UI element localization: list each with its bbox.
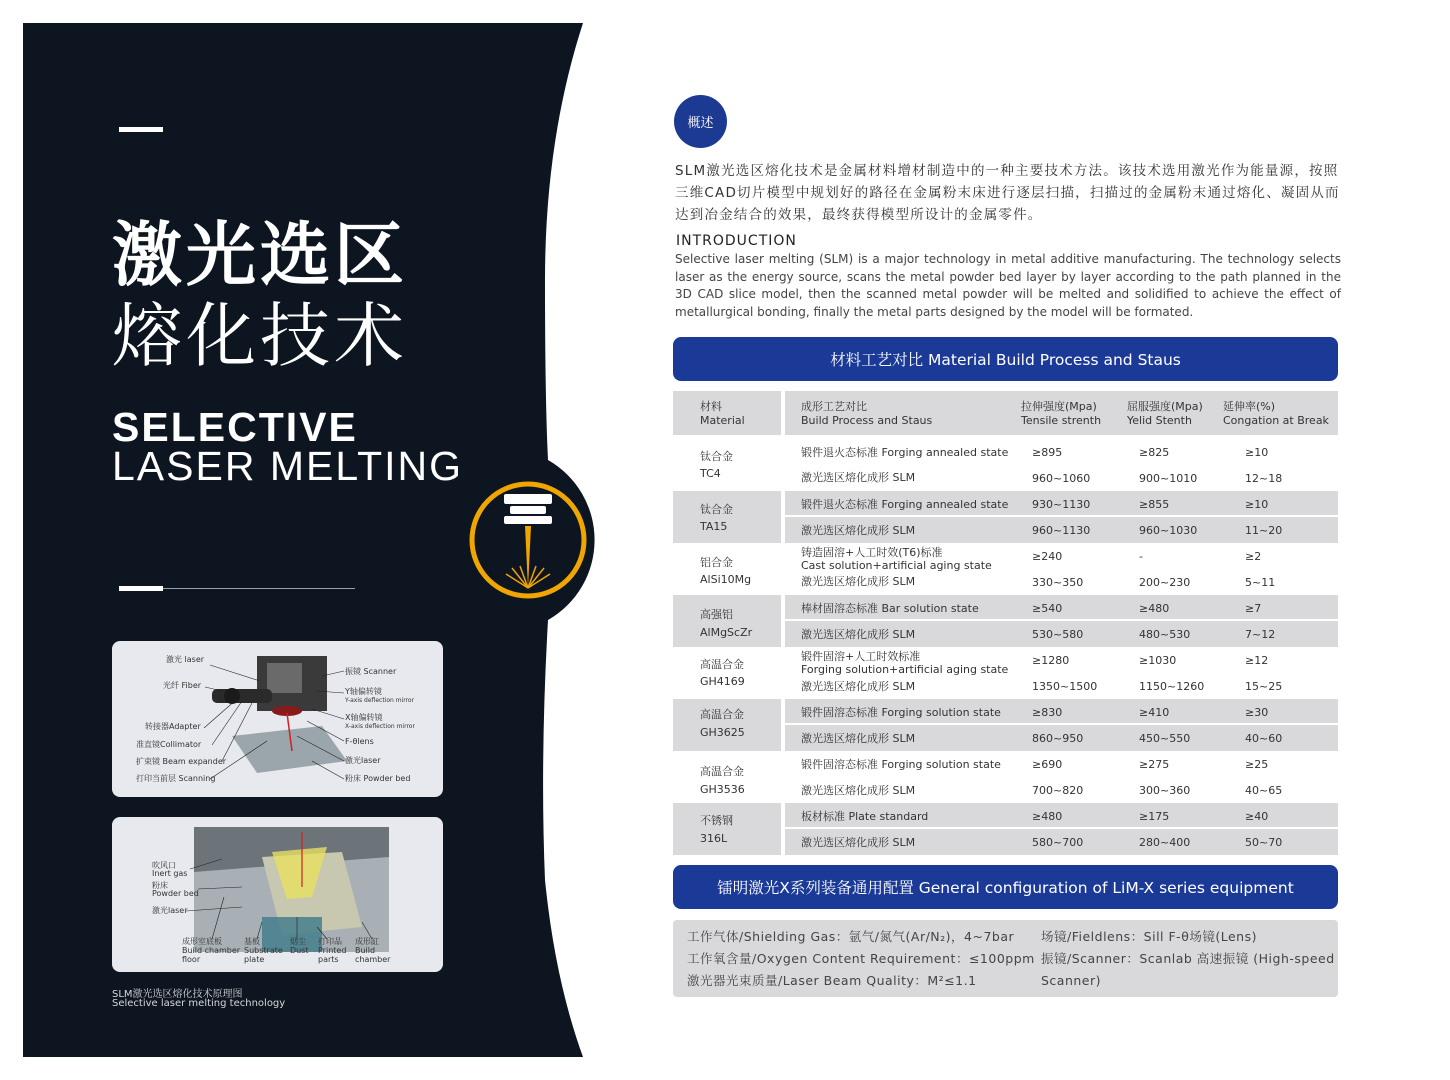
group-bg	[673, 699, 781, 751]
process-cell: 锻件固溶态标准 Forging solution state	[801, 706, 1001, 719]
label-printed: Printed	[318, 946, 347, 955]
tensile-cell: 330~350	[1032, 576, 1084, 589]
label-inert-gas: Inert gas	[152, 869, 188, 878]
label-dust: Dust	[290, 946, 309, 955]
label-substrate: Substrate	[244, 946, 283, 955]
yield-cell: 960~1030	[1139, 524, 1198, 537]
title-en-line2: LASER MELTING	[112, 443, 464, 489]
label-build-chamber-cn: 成形缸	[355, 937, 379, 946]
intro-en-text: Selective laser melting (SLM) is a major technology in metal additive manufacturing. The technology selects laser as the energy source, scans the metal powder bed layer by layer according to the path planned in the 3D CAD slice model, then the scanned metal powder will be melted and solidified to achieve the effect of metallurgical bonding, finally the metal parts designed by the model will be formated.	[675, 252, 1341, 319]
title-en-line1: SELECTIVE	[112, 404, 358, 450]
tensile-cell: ≥1280	[1032, 654, 1070, 667]
label-fiber: 光纤 Fiber	[163, 681, 202, 690]
elong-cell: ≥12	[1245, 654, 1269, 667]
header-process-en: Build Process and Staus	[801, 414, 933, 427]
elong-cell: ≥30	[1245, 706, 1269, 719]
material-en: TC4	[700, 467, 721, 480]
label-powder-bed-cn: 粉床	[152, 881, 168, 890]
material-en: GH4169	[700, 675, 745, 688]
yield-cell: 900~1010	[1139, 472, 1198, 485]
label-chamber-floor-1: Build chamber	[182, 946, 241, 955]
laser-melting-icon	[466, 478, 590, 602]
material-cn: 不锈钢	[700, 814, 733, 827]
material-en: 316L	[700, 832, 728, 845]
material-cn: 钛合金	[700, 450, 733, 463]
material-table-title-bar: 材料工艺对比 Material Build Process and Staus	[673, 337, 1338, 381]
yield-cell: 280~400	[1139, 836, 1191, 849]
elong-cell: 50~70	[1245, 836, 1283, 849]
yield-cell: ≥275	[1139, 758, 1170, 771]
label-powder-bed: 粉床 Powder bed	[345, 774, 411, 783]
material-cn: 高温合金	[700, 658, 744, 671]
material-en: AlSi10Mg	[700, 573, 752, 586]
elong-cell: ≥40	[1245, 810, 1269, 823]
config-shielding-gas: 工作气体/Shielding Gas：氩气/氮气(Ar/N₂)，4~7bar	[687, 929, 1015, 944]
yield-cell: 1150~1260	[1139, 680, 1205, 693]
material-cn: 高温合金	[700, 765, 744, 778]
elong-cell: ≥7	[1245, 602, 1262, 615]
elong-cell: ≥10	[1245, 498, 1269, 511]
label-printed-cn: 打印品	[318, 937, 342, 946]
label-chamber-floor-2: floor	[182, 955, 201, 964]
overview-badge: 概述	[674, 95, 727, 148]
process-cell: 锻件固溶态标准 Forging solution state	[801, 758, 1001, 771]
tensile-cell: ≥240	[1032, 550, 1063, 563]
label-f-theta-lens: F-θlens	[345, 737, 374, 746]
material-en: TA15	[700, 520, 728, 533]
elong-cell: ≥10	[1245, 446, 1269, 459]
group-bg	[673, 803, 781, 855]
process-cell: 激光选区熔化成形 SLM	[801, 784, 916, 797]
yield-cell: ≥410	[1139, 706, 1170, 719]
config-scanner-cont: Scanner)	[1041, 973, 1102, 988]
label-adapter: 转接器Adapter	[145, 722, 201, 731]
yield-cell: ≥1030	[1139, 654, 1177, 667]
process-cell-en: Forging solution+artificial aging state	[801, 663, 1009, 676]
group-bg	[673, 595, 781, 647]
label-inert-gas-cn: 吹风口	[152, 861, 176, 870]
material-cn: 铝合金	[700, 556, 733, 569]
header-tensile-cn: 拉伸强度(Mpa)	[1021, 400, 1097, 413]
tensile-cell: 1350~1500	[1032, 680, 1098, 693]
process-cell: 棒材固溶态标准 Bar solution state	[801, 602, 979, 615]
material-en: GH3625	[700, 726, 745, 739]
yield-cell: 300~360	[1139, 784, 1191, 797]
yield-cell: 450~550	[1139, 732, 1191, 745]
material-cn: 高强铝	[700, 608, 733, 621]
config-beam-quality: 激光器光束质量/Laser Beam Quality：M²≤1.1	[687, 973, 977, 988]
elong-cell: 11~20	[1245, 524, 1283, 537]
process-cell: 激光选区熔化成形 SLM	[801, 628, 916, 641]
header-elong-en: Congation at Break	[1223, 414, 1329, 427]
process-cell-en: Cast solution+artificial aging state	[801, 559, 992, 572]
process-cell: 激光选区熔化成形 SLM	[801, 732, 916, 745]
elong-cell: ≥25	[1245, 758, 1269, 771]
tensile-cell: 530~580	[1032, 628, 1084, 641]
tensile-cell: ≥540	[1032, 602, 1063, 615]
label-laser-2: 激光laser	[345, 756, 381, 765]
elong-cell: 7~12	[1245, 628, 1276, 641]
yield-cell: ≥825	[1139, 446, 1170, 459]
process-cell: 激光选区熔化成形 SLM	[801, 836, 916, 849]
label-powder-bed-2: Powder bed	[152, 889, 199, 898]
yield-cell: ≥855	[1139, 498, 1170, 511]
header-process-cn: 成形工艺对比	[801, 400, 867, 413]
config-title-bar: 镭明激光X系列装备通用配置 General configuration of LiM-X series equipment	[673, 865, 1338, 909]
elong-cell: 40~60	[1245, 732, 1283, 745]
header-cell-material-bg	[673, 391, 781, 435]
label-laser-3: 激光laser	[152, 906, 188, 915]
yield-cell: 480~530	[1139, 628, 1191, 641]
tensile-cell: 860~950	[1032, 732, 1084, 745]
label-chamber: chamber	[355, 955, 391, 964]
elong-cell: 12~18	[1245, 472, 1283, 485]
header-material-cn: 材料	[700, 400, 722, 413]
elong-cell: 5~11	[1245, 576, 1276, 589]
intro-cn-line2: 三维CAD切片模型中规划好的路径在金属粉末床进行逐层扫描，扫描过的金属粉末通过熔化、凝固从而	[675, 185, 1340, 201]
process-cell: 锻件固溶+人工时效标准	[801, 650, 921, 663]
label-x-mirror-en: X-axis deflection mirror	[345, 723, 415, 730]
build-chamber-diagram	[112, 817, 443, 972]
label-chamber-floor-cn: 成形室底板	[182, 937, 222, 946]
material-cn: 钛合金	[700, 503, 733, 516]
config-fieldlens: 场镜/Fieldlens：Sill F-θ场镜(Lens)	[1041, 929, 1257, 944]
process-cell: 板材标准 Plate standard	[801, 810, 929, 823]
process-cell: 激光选区熔化成形 SLM	[801, 524, 916, 537]
process-cell: 锻件退火态标准 Forging annealed state	[801, 446, 1009, 459]
process-cell: 激光选区熔化成形 SLM	[801, 575, 916, 588]
label-dust-cn: 烟尘	[290, 937, 306, 946]
intro-cn-line3: 达到冶金结合的效果，最终获得模型所设计的金属零件。	[675, 207, 1043, 223]
tensile-cell: ≥830	[1032, 706, 1063, 719]
label-substrate-cn: 基板	[244, 937, 260, 946]
header-yield-cn: 屈服强度(Mpa)	[1127, 400, 1203, 413]
tensile-cell: 580~700	[1032, 836, 1084, 849]
config-box	[673, 920, 1338, 997]
config-scanner: 振镜/Scanner：Scanlab 高速振镜 (High-speed	[1041, 951, 1335, 966]
process-cell: 铸造固溶+人工时效(T6)标准	[801, 546, 943, 559]
yield-cell: ≥175	[1139, 810, 1170, 823]
tensile-cell: ≥895	[1032, 446, 1063, 459]
label-laser: 激光 laser	[166, 655, 205, 664]
intro-cn-line1: SLM激光选区熔化技术是金属材料增材制造中的一种主要技术方法。该技术选用激光作为能量源，按照	[675, 163, 1339, 179]
process-cell: 激光选区熔化成形 SLM	[801, 680, 916, 693]
diagram-caption-cn: SLM激光选区熔化技术原理图	[112, 989, 243, 1000]
header-material-en: Material	[700, 414, 745, 427]
slm-system-diagram	[112, 641, 443, 797]
group-bg	[673, 491, 781, 543]
label-plate: plate	[244, 955, 265, 964]
label-scanner: 振镜 Scanner	[345, 667, 397, 676]
yield-cell: -	[1139, 550, 1143, 563]
label-parts: parts	[318, 955, 339, 964]
label-scanning: 打印当前层 Scanning	[136, 774, 216, 783]
diagram-caption-en: Selective laser melting technology	[112, 998, 286, 1009]
material-cn: 高温合金	[700, 708, 744, 721]
label-x-mirror: X轴偏转镜	[345, 713, 383, 722]
label-y-mirror: Y轴偏转镜	[345, 687, 382, 696]
intro-heading: INTRODUCTION	[676, 233, 797, 249]
label-collimator: 准直镜Collimator	[136, 740, 202, 749]
config-oxygen-content: 工作氧含量/Oxygen Content Requirement：≤100ppm	[687, 951, 1035, 966]
tensile-cell: 930~1130	[1032, 498, 1091, 511]
tensile-cell: ≥480	[1032, 810, 1063, 823]
yield-cell: 200~230	[1139, 576, 1191, 589]
title-cn-line2: 熔化技术	[112, 295, 408, 377]
yield-cell: ≥480	[1139, 602, 1170, 615]
header-tensile-en: Tensile strenth	[1021, 414, 1102, 427]
tensile-cell: ≥690	[1032, 758, 1063, 771]
elong-cell: 15~25	[1245, 680, 1283, 693]
process-cell: 锻件退火态标准 Forging annealed state	[801, 498, 1009, 511]
tensile-cell: 960~1060	[1032, 472, 1091, 485]
material-en: AlMgScZr	[700, 626, 753, 639]
label-build: Build	[355, 946, 376, 955]
tensile-cell: 960~1130	[1032, 524, 1091, 537]
label-beam-expander: 扩束镜 Beam expander	[136, 757, 227, 766]
material-en: GH3536	[700, 783, 745, 796]
title-cn-line1: 激光选区	[112, 214, 408, 296]
process-cell: 激光选区熔化成形 SLM	[801, 471, 916, 484]
label-y-mirror-en: Y-axis deflection mirror	[345, 697, 415, 704]
elong-cell: 40~65	[1245, 784, 1283, 797]
header-elong-cn: 延伸率(%)	[1223, 400, 1276, 413]
elong-cell: ≥2	[1245, 550, 1262, 563]
tensile-cell: 700~820	[1032, 784, 1084, 797]
header-yield-en: Yelid Stenth	[1127, 414, 1192, 427]
